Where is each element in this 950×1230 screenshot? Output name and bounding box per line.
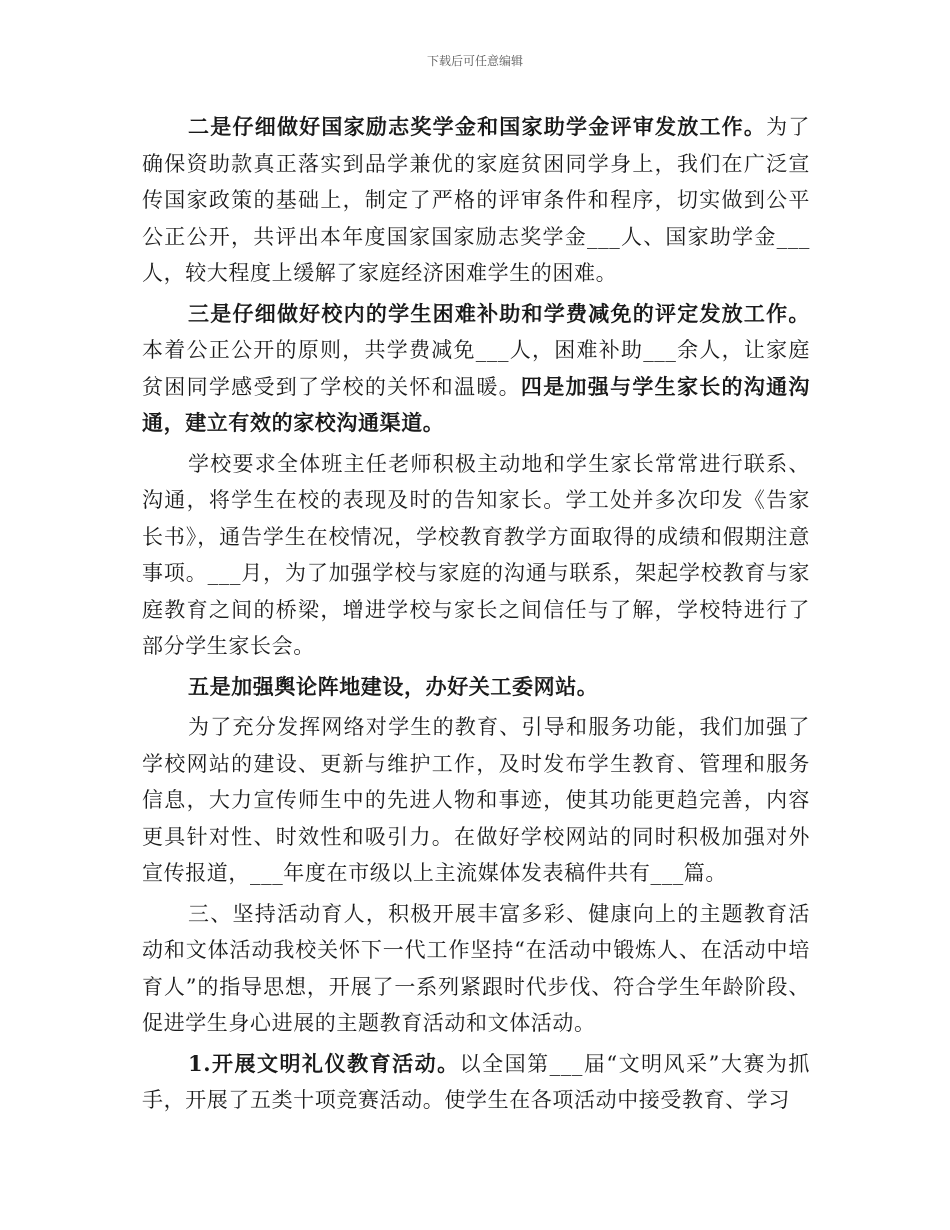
paragraph-subsidy [142,296,810,442]
paragraph-etiquette [142,1046,810,1119]
paragraph-activities [142,896,810,1042]
paragraph-text: 为了确保资助款真正落实到品学兼优的家庭贫困同学身上，我们在广泛宣传国家政策的基础上，制定了严格的评审条件和程序，切实做到公平公正公开，共评出本年度国家国家励志奖学金___人、国家助学金___人，较大程度上缓解了家庭经济困难学生的困难。 [142,115,810,285]
paragraph-heading: 三是仔细做好校内的学生困难补助和学费减免的评定发放工作。 [188,300,810,326]
paragraph-text: 三、坚持活动育人，积极开展丰富多彩、健康向上的主题教育活动和文体活动我校关怀下一代工作坚持“在活动中锻炼人、在活动中培育人”的指导思想，开展了一系列紧跟时代步伐、符合学生年龄阶段、促进学生身心进展的主题教育活动和文体活动。 [142,901,810,1035]
paragraph-heading: 二是仔细做好国家励志奖学金和国家助学金评审发放工作。 [188,114,767,139]
paragraph-website-heading [142,669,810,706]
paragraph-heading-inline: 四是加强与学生家长的沟通沟通，建立有效的家校沟通渠道。 [142,373,810,435]
paragraph-heading: 1.开展文明礼仪教育活动。 [188,1050,460,1076]
paragraph-heading: 五是加强舆论阵地建设，办好关工委网站。 [188,673,599,699]
paragraph-scholarship [142,109,810,292]
paragraph-parent-communication [142,446,810,665]
page-header: 下载后可任意编辑 [426,54,523,68]
document-body [142,109,810,1119]
paragraph-text: 为了充分发挥网络对学生的教育、引导和服务功能，我们加强了学校网站的建设、更新与维护工作，及时发布学生教育、管理和服务信息，大力宣传师生中的先进人物和事迹，使其功能更趋完善，内容更具针对性、时效性和吸引力。在做好学校网站的同时积极加强对外宣传报道，___年度在市级以上主流媒体发表稿件共有___篇。 [142,715,810,885]
paragraph-text: 本着公正公开的原则，共学费减免___人，困难补助___余人，让家庭贫困同学感受到了学校的关怀和温暖。 [142,338,810,399]
paragraph-text: 以全国第___届“文明风采”大赛为抓手，开展了五类十项竞赛活动。使学生在各项活动中接受教育、学习 [142,1051,810,1112]
paragraph-text: 学校要求全体班主任老师积极主动地和学生家长常常进行联系、沟通，将学生在校的表现及时的告知家长。学工处并多次印发《告家长书》，通告学生在校情况，学校教育教学方面取得的成绩和假期注意事项。___月，为了加强学校与家庭的沟通与联系，架起学校教育与家庭教育之间的桥梁，增进学校与家长之间信任与了解，学校特进行了部分学生家长会。 [142,451,810,658]
paragraph-website [142,709,810,892]
